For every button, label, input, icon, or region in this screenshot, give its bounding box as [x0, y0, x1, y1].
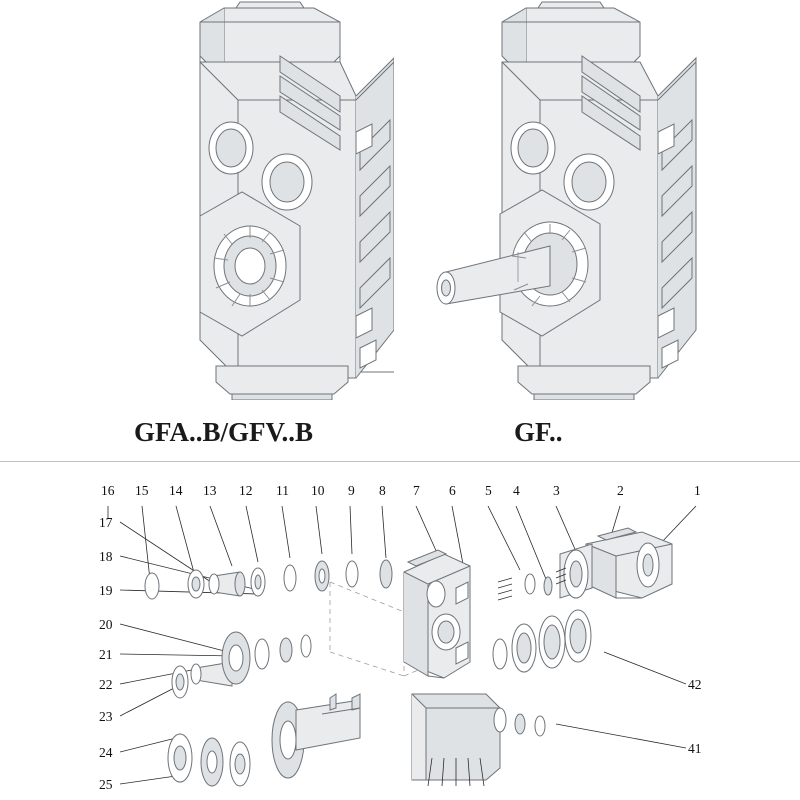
callout-9: 9 — [348, 483, 355, 498]
callout-1: 1 — [694, 483, 701, 498]
callout-17: 17 — [99, 515, 113, 530]
callout-16: 16 — [101, 483, 115, 498]
callout-25: 25 — [99, 777, 113, 792]
gearbox-gfab-gfvb-drawing — [104, 0, 394, 400]
callout-23: 23 — [99, 709, 113, 724]
caption-gfab-gfvb: GFA..B/GFV..B — [134, 417, 314, 447]
callout-22: 22 — [99, 677, 113, 692]
callout-7: 7 — [413, 483, 420, 498]
callout-41: 41 — [688, 741, 702, 756]
callout-8: 8 — [379, 483, 386, 498]
callout-2: 2 — [617, 483, 624, 498]
callout-11: 11 — [276, 483, 289, 498]
callout-42: 42 — [688, 677, 702, 692]
caption-gf: GF.. — [514, 417, 563, 447]
callout-4: 4 — [513, 483, 520, 498]
gearbox-gf-drawing — [400, 0, 710, 400]
exploded-view-section — [0, 462, 800, 800]
callout-18: 18 — [99, 549, 113, 564]
callout-10: 10 — [311, 483, 325, 498]
exploded-view-drawing — [0, 462, 800, 800]
callout-14: 14 — [169, 483, 183, 498]
callout-13: 13 — [203, 483, 217, 498]
callout-21: 21 — [99, 647, 113, 662]
callout-12: 12 — [239, 483, 253, 498]
callout-5: 5 — [485, 483, 492, 498]
callout-3: 3 — [553, 483, 560, 498]
callout-15: 15 — [135, 483, 149, 498]
callout-20: 20 — [99, 617, 113, 632]
callout-24: 24 — [99, 745, 113, 760]
callout-6: 6 — [449, 483, 456, 498]
callout-19: 19 — [99, 583, 113, 598]
